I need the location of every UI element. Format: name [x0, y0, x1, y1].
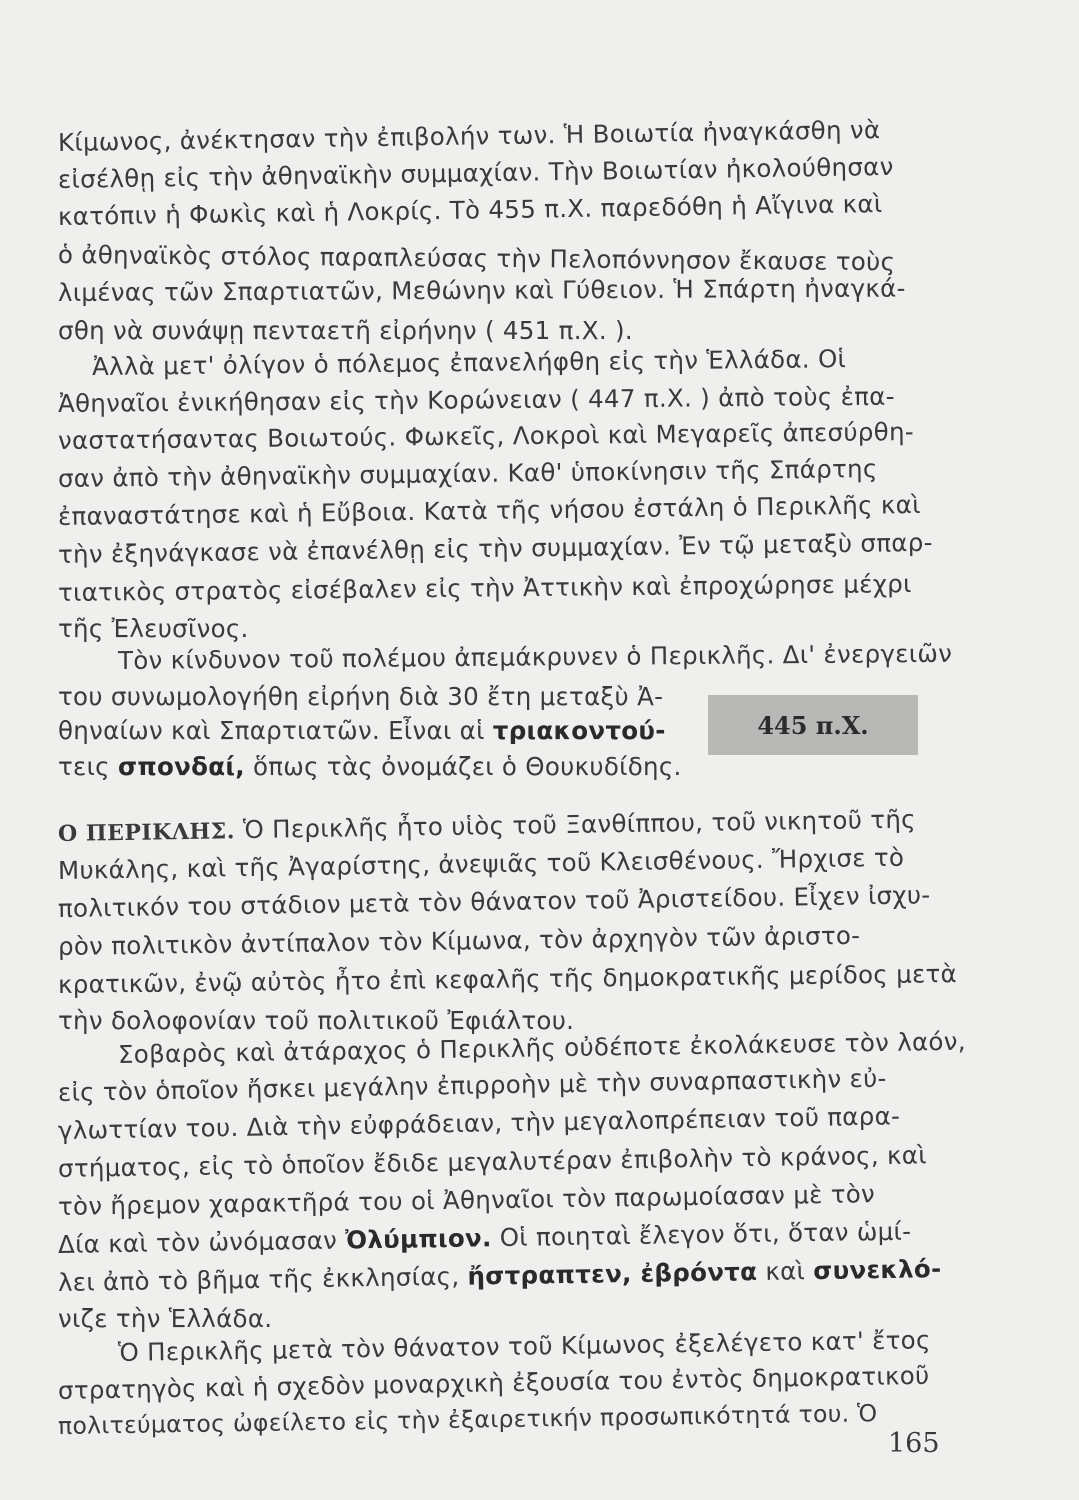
text-line: Ἀλλὰ μετ' ὀλίγον ὁ πόλεμος ἐπανελήφθη εἰς τὴν Ἑλλάδα. Οἱ [91, 344, 847, 381]
emphasis-term: Ὀλύμπιον. [345, 1223, 492, 1255]
text-line: Μυκάλης, καὶ τῆς Ἀγαρίστης, ἀνεψιᾶς τοῦ Κλεισθένους. Ἤρχισε τὸ [57, 842, 905, 885]
text-line: Κίμωνος, ἀνέκτησαν τὴν ἐπιβολήν των. Ἡ Βοιωτία ἠναγκάσθη νὰ [57, 115, 881, 157]
text-line: τιατικὸς στρατὸς εἰσέβαλεν εἰς τὴν Ἀττικὴν καὶ ἐπροχώρησε μέχρι [57, 569, 912, 607]
text-line: Ὁ Περικλῆς μετὰ τὸν θάνατον τοῦ Κίμωνος ἐξελέγετο κατ' ἔτος [117, 1325, 931, 1367]
text-run: ὅπως τὰς ὀνομάζει ὁ Θουκυδίδης. [252, 752, 682, 781]
text-line [58, 752, 682, 781]
text-line: στήματος, εἰς τὸ ὁποῖον ἔδιδε μεγαλυτέραν ἐπιβολὴν τὸ κράνος, καὶ [57, 1140, 928, 1183]
text-line: Ἀθηναῖοι ἐνικήθησαν εἰς τὴν Κορώνειαν ( 447 π.Χ. ) ἀπὸ τοὺς ἐπα- [57, 381, 895, 418]
text-line: Σοβαρὸς καὶ ἀτάραχος ὁ Περικλῆς οὐδέποτε ἐκολάκευσε τὸν λαόν, [117, 1026, 967, 1069]
emphasis-term: ἤστραπτεν, ἐβρόντα [467, 1257, 758, 1291]
text-line: τὴν δολοφονίαν τοῦ πολιτικοῦ Ἐφιάλτου. [58, 1006, 575, 1035]
text-line: του συνωμολογήθη εἰρήνη διὰ 30 ἔτη μεταξὺ Ἀ- [58, 682, 664, 711]
text-line: πολιτικόν του στάδιον μετὰ τὸν θάνατον τοῦ Ἀριστείδου. Εἶχεν ἰσχυ- [57, 880, 931, 923]
text-run: Οἱ ποιηταὶ ἔλεγον ὅτι, ὅταν ὡμί- [499, 1216, 912, 1253]
text-line: εἰσέλθῃ εἰς τὴν ἀθηναϊκὴν συμμαχίαν. Τὴν Βοιωτίαν ἠκολούθησαν [57, 151, 894, 194]
text-line: τὸν ἤρεμον χαρακτῆρά του οἱ Ἀθηναῖοι τὸν παρωμοίασαν μὲ τὸν [57, 1179, 876, 1221]
text-line: ὁ ἀθηναϊκὸς στόλος παραπλεύσας τὴν Πελοπόννησον ἔκαυσε τοὺς [57, 240, 896, 277]
text-line: εἰς τὸν ὁποῖον ἤσκει μεγάλην ἐπιρροὴν μὲ τὴν συναρπαστικὴν εὐ- [57, 1063, 887, 1107]
text-line [58, 1254, 942, 1297]
text-line: λιμένας τῶν Σπαρτιατῶν, Μεθώνην καὶ Γύθειον. Ἡ Σπάρτη ἠναγκά- [57, 273, 906, 307]
text-line: κατόπιν ἡ Φωκὶς καὶ ἡ Λοκρίς. Τὸ 455 π.Χ. παρεδόθη ἡ Αἴγινα καὶ [57, 189, 883, 231]
text-line: σθη νὰ συνάψῃ πενταετῆ εἰρήνην ( 451 π.Χ. ). [58, 316, 634, 345]
text-line [58, 1217, 912, 1259]
text-line [58, 716, 666, 745]
text-line: γλωττίαν του. Διὰ τὴν εὐφράδειαν, τὴν μεγαλοπρέπειαν τοῦ παρα- [57, 1101, 901, 1145]
margin-date-box [708, 695, 918, 755]
text-run: Δία καὶ τὸν ὠνόμασαν [57, 1225, 338, 1259]
margin-date: 445 π.Χ. [757, 710, 869, 740]
text-line: Τὸν κίνδυνον τοῦ πολέμου ἀπεμάκρυνεν ὁ Περικλῆς. Δι' ἐνεργειῶν [117, 638, 953, 675]
emphasis-term: συνεκλό- [813, 1254, 942, 1286]
text-line: τὴν ἐξηνάγκασε νὰ ἐπανέλθῃ εἰς τὴν συμμαχίαν. Ἐν τῷ μεταξὺ σπαρ- [57, 527, 933, 569]
emphasis-term: τριακοντού- [492, 716, 666, 745]
section-heading: Ο ΠΕΡΙΚΛΗΣ. [57, 818, 236, 847]
text-run: τεις [58, 752, 110, 781]
text-line: ἐπαναστάτησε καὶ ἡ Εὔβοια. Κατὰ τῆς νήσου ἐστάλη ὁ Περικλῆς καὶ [57, 489, 921, 531]
text-run: θηναίων καὶ Σπαρτιατῶν. Εἶναι αἱ [58, 716, 485, 745]
page-number: 165 [888, 1428, 940, 1459]
text-line: τῆς Ἐλευσῖνος. [58, 614, 249, 643]
text-run: Ὁ Περικλῆς ἦτο υἱὸς τοῦ Ξανθίππου, τοῦ νικητοῦ τῆς [242, 804, 917, 845]
text-run: καὶ [765, 1256, 806, 1286]
text-line: στρατηγὸς καὶ ἡ σχεδὸν μοναρχικὴ ἐξουσία του ἐντὸς δημοκρατικοῦ [57, 1360, 930, 1405]
text-line: νιζε τὴν Ἑλλάδα. [58, 1304, 273, 1333]
text-line: σαν ἀπὸ τὴν ἀθηναϊκὴν συμμαχίαν. Καθ' ὑποκίνησιν τῆς Σπάρτης [57, 453, 878, 493]
text-line: ρὸν πολιτικὸν ἀντίπαλον τὸν Κίμωνα, τὸν ἀρχηγὸν τῶν ἀριστο- [57, 920, 861, 961]
text-run: λει ἀπὸ τὸ βῆμα τῆς ἐκκλησίας, [57, 1261, 460, 1297]
text-line: κρατικῶν, ἐνῷ αὐτὸς ἦτο ἐπὶ κεφαλῆς τῆς δημοκρατικῆς μερίδος μετὰ [57, 959, 958, 999]
emphasis-term: σπονδαί, [117, 752, 245, 781]
text-line [58, 805, 916, 847]
text-line: ναστατήσαντας Βοιωτούς. Φωκεῖς, Λοκροὶ καὶ Μεγαρεῖς ἀπεσύρθη- [57, 417, 915, 455]
text-line: πολιτεύματος ὠφείλετο εἰς τὴν ἐξαιρετικήν προσωπικότητά του. Ὁ [57, 1399, 878, 1440]
